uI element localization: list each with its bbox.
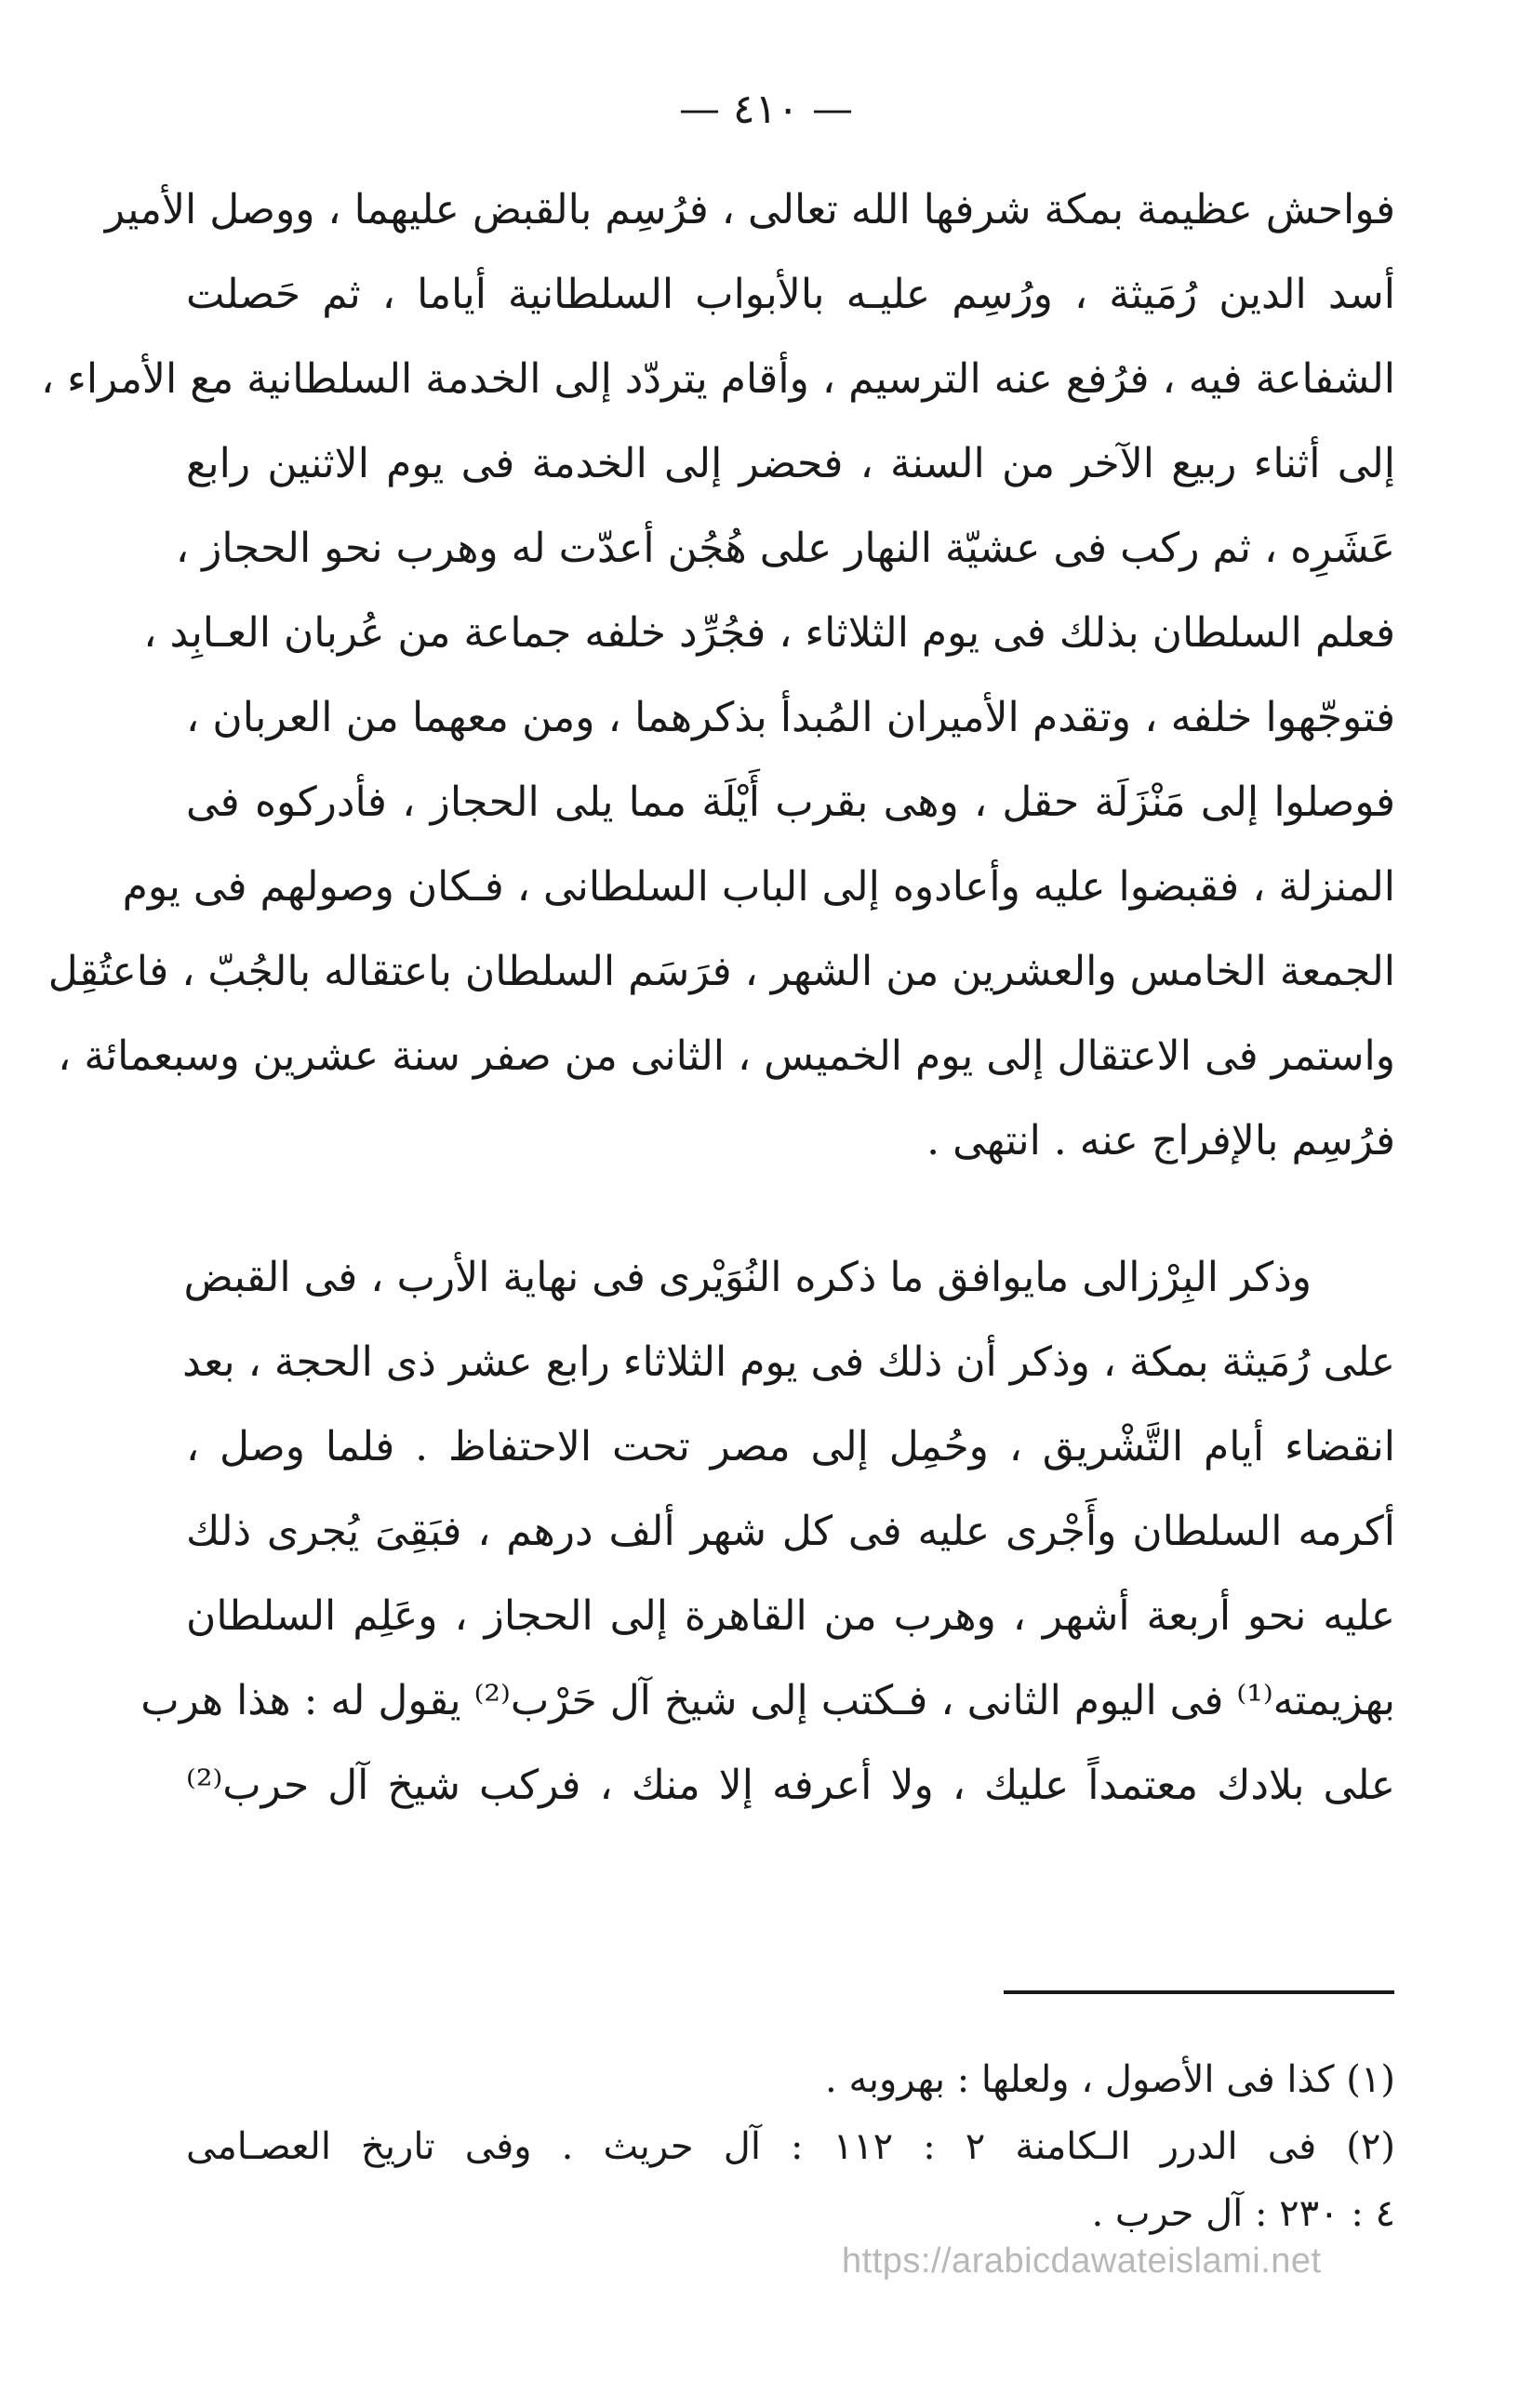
text-line: أكرمه السلطان وأَجْرى عليه فى كل شهر ألف درهم ، فبَقِىَ يُجرى ذلك [186, 1508, 1395, 1555]
text-line: على بلادك معتمداً عليك ، ولا أعرفه إلا منك ، فركب شيخ آل حرب⁽²⁾ [186, 1762, 1395, 1809]
footnotes [186, 2046, 1395, 2247]
watermark-url: https://arabicdawateislami.net [842, 2242, 1322, 2281]
page-number: — ٤١٠ — [679, 86, 853, 133]
footnote-1: (١) كذا فى الأصول ، ولعلها : بهروبه . [825, 2058, 1395, 2101]
text-line: فعلم السلطان بذلك فى يوم الثلاثاء ، فجُرِّد خلفه جماعة من عُربان العـابِد ، [143, 609, 1395, 657]
main-text [40, 167, 1395, 1828]
text-line: أسد الدين رُمَيثة ، ورُسِم عليـه بالأبواب السلطانية أياما ، ثم حَصلت [186, 271, 1395, 318]
text-line: فواحش عظيمة بمكة شرفها الله تعالى ، فرُسِم بالقبض عليهما ، ووصل الأمير [104, 186, 1395, 233]
text-line: إلى أثناء ربيع الآخر من السنة ، فحضر إلى الخدمة فى يوم الاثنين رابع [186, 440, 1395, 487]
paragraph-1 [40, 167, 1395, 1183]
footnote-separator [1004, 1990, 1394, 1994]
text-line: عليه نحو أربعة أشهر ، وهرب من القاهرة إلى الحجاز ، وعَلِم السلطان [186, 1592, 1395, 1640]
text-line: وذكر البِرْزالى مايوافق ما ذكره النُوَيْرى فى نهاية الأرب ، فى القبض [183, 1254, 1312, 1301]
text-line: بهزيمته⁽¹⁾ فى اليوم الثانى ، فـكتب إلى شيخ آل حَرْب⁽²⁾ يقول له : هذا هرب [140, 1677, 1395, 1724]
footnote-2-continuation: ٤ : ٢٣٠ : آل حرب . [1091, 2192, 1395, 2235]
text-line: فرُسِم بالإفراج عنه . انتهى . [926, 1117, 1395, 1164]
text-line: انقضاء أيام التَّشْريق ، وحُمِل إلى مصر تحت الاحتفاظ . فلما وصل ، [186, 1423, 1395, 1470]
text-line: واستمر فى الاعتقال إلى يوم الخميس ، الثانى من صفر سنة عشرين وسبعمائة ، [58, 1032, 1395, 1080]
text-line: المنزلة ، فقبضوا عليه وأعادوه إلى الباب السلطانى ، فـكان وصولهم فى يوم [122, 863, 1395, 911]
text-line: على رُمَيثة بمكة ، وذكر أن ذلك فى يوم الثلاثاء رابع عشر ذى الحجة ، بعد [182, 1338, 1395, 1386]
text-line: فتوجّهوا خلفه ، وتقدم الأميران المُبدأ بذكرهما ، ومن معهما من العربان ، [186, 694, 1395, 741]
paragraph-2 [140, 1235, 1395, 1828]
text-line: الجمعة الخامس والعشرين من الشهر ، فرَسَم السلطان باعتقاله بالجُبّ ، فاعتُقِل [47, 948, 1395, 995]
footnote-2: (٢) فى الدرر الـكامنة ٢ : ١١٢ : آل حريث . وفى تاريخ العصـامى [186, 2125, 1396, 2168]
text-line: عَشَرِه ، ثم ركب فى عشيّة النهار على هُجُن أعدّت له وهرب نحو الحجاز ، [175, 525, 1395, 572]
text-line: الشفاعة فيه ، فرُفع عنه الترسيم ، وأقام يتردّد إلى الخدمة السلطانية مع الأمراء ، [40, 355, 1395, 403]
paragraph-gap [186, 1183, 1395, 1235]
text-line: فوصلوا إلى مَنْزَلَة حقل ، وهى بقرب أَيْلَة مما يلى الحجاز ، فأدركوه فى [186, 778, 1395, 826]
